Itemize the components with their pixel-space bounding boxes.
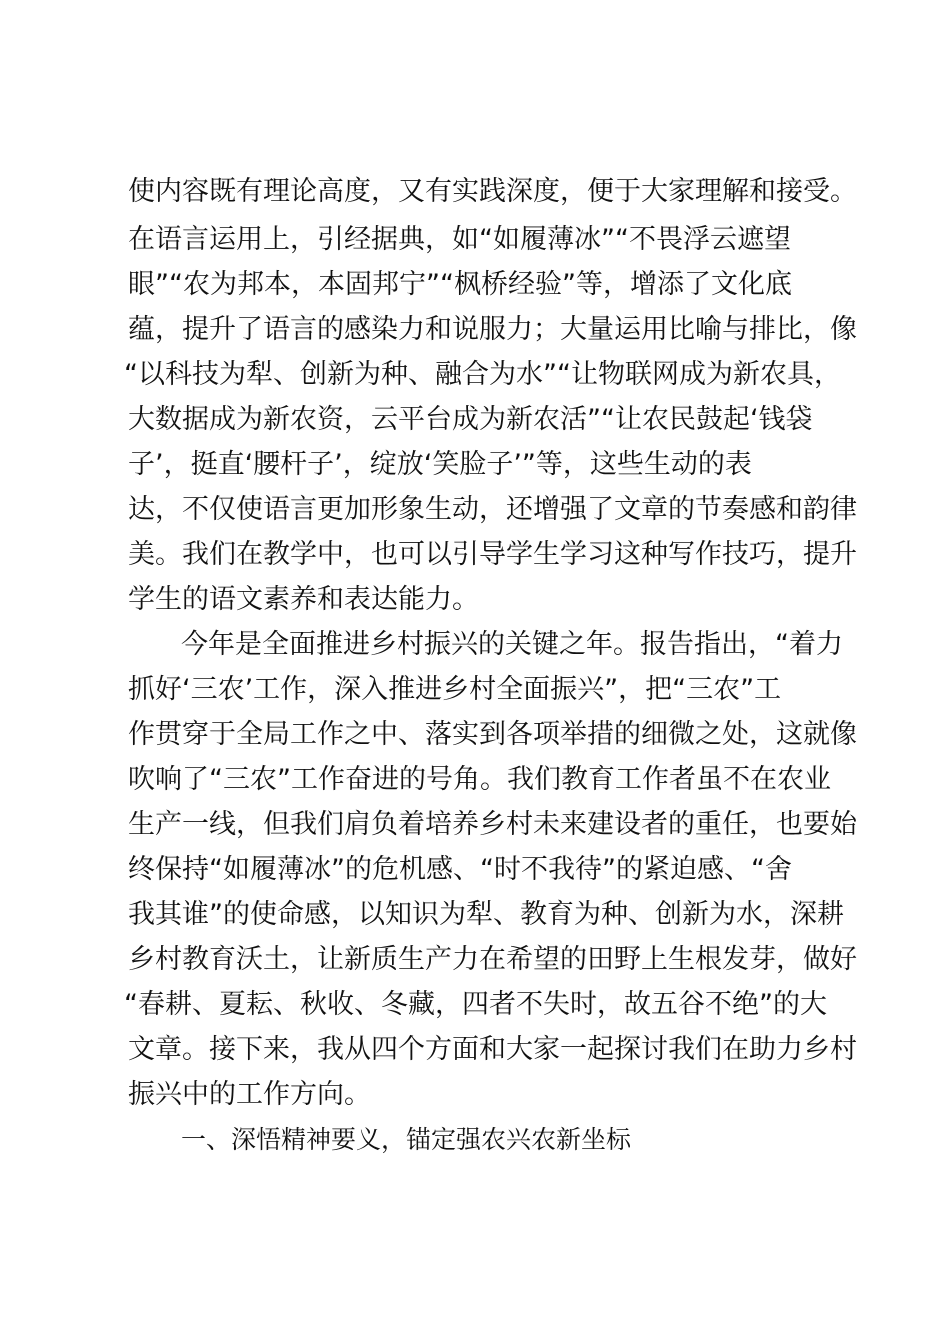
paragraph-line: 使内容既有理论高度，又有实践深度，便于大家理解和接受。 xyxy=(128,176,857,207)
section-heading: 一、深悟精神要义，锚定强农兴农新坐标 xyxy=(181,1125,632,1154)
paragraph-line: 吹响了“三农”工作奋进的号角。我们教育工作者虽不在农业 xyxy=(128,764,831,795)
paragraph-line: 眼”“农为邦本，本固邦宁”“枫桥经验”等，增添了文化底 xyxy=(128,269,792,300)
paragraph-line: “春耕、夏耘、秋收、冬藏，四者不失时，故五谷不绝”的大 xyxy=(124,989,827,1020)
paragraph-line: 作贯穿于全局工作之中、落实到各项举措的细微之处，这就像 xyxy=(128,719,857,750)
paragraph-line: 学生的语文素养和表达能力。 xyxy=(128,584,479,615)
paragraph-line: 终保持“如履薄冰”的危机感、“时不我待”的紧迫感、“舍 xyxy=(128,854,792,885)
paragraph-line: 美。我们在教学中，也可以引导学生学习这种写作技巧，提升 xyxy=(128,539,857,570)
paragraph-line: 生产一线，但我们肩负着培养乡村未来建设者的重任，也要始 xyxy=(128,809,857,840)
paragraph-line: 我其谁”的使命感，以知识为犁、教育为种、创新为水，深耕 xyxy=(128,899,844,930)
paragraph-line: 抓好‘三农’工作，深入推进乡村全面振兴”，把“三农”工 xyxy=(128,674,782,705)
paragraph-line: “以科技为犁、创新为种、融合为水”“让物联网成为新农具， xyxy=(124,359,841,390)
paragraph-line: 蕴，提升了语言的感染力和说服力；大量运用比喻与排比，像 xyxy=(128,314,857,345)
paragraph-line: 乡村教育沃土，让新质生产力在希望的田野上生根发芽，做好 xyxy=(128,944,857,975)
paragraph-line: 达，不仅使语言更加形象生动，还增强了文章的节奏感和韵律 xyxy=(128,494,857,525)
paragraph-line: 大数据成为新农资，云平台成为新农活”“让农民鼓起‘钱袋 xyxy=(128,404,813,435)
paragraph-line: 在语言运用上，引经据典，如“如履薄冰”“不畏浮云遮望 xyxy=(128,224,791,255)
paragraph-first-line: 今年是全面推进乡村振兴的关键之年。报告指出，“着力 xyxy=(181,629,843,660)
paragraph-line: 文章。接下来，我从四个方面和大家一起探讨我们在助力乡村 xyxy=(128,1034,857,1065)
paragraph-line: 子’，挺直‘腰杆子’，绽放‘笑脸子’”等，这些生动的表 xyxy=(128,449,752,480)
paragraph-line: 振兴中的工作方向。 xyxy=(128,1079,371,1110)
